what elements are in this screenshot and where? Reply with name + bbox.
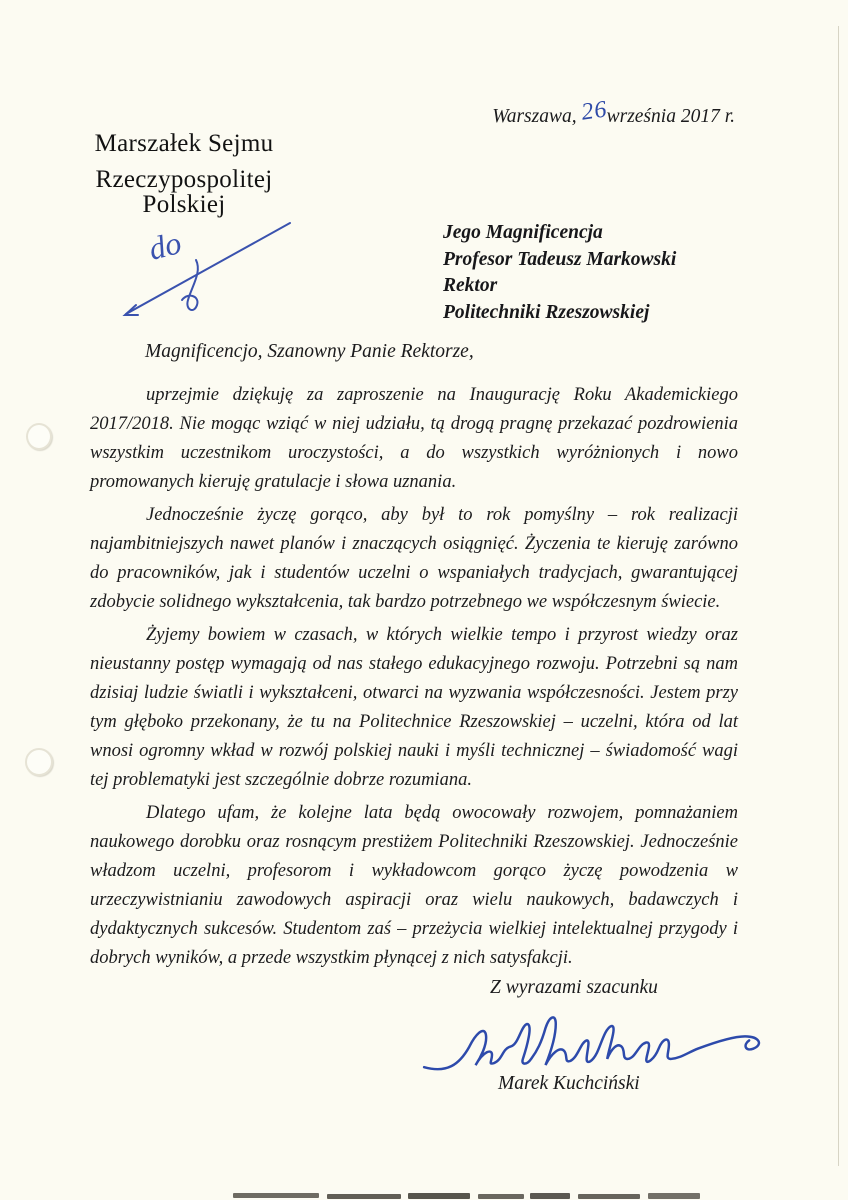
scan-artifact-segment: [408, 1193, 470, 1199]
paragraph: Żyjemy bowiem w czasach, w których wielkie tempo i przyrost wiedzy oraz nieustanny postęp wymagają od nas stałego edukacyjnego rozwoju. Potrzebni są nam dzisiaj ludzie światli i wykształceni, otwarci na wyzwania współczesności. Jestem przy tym głęboko przekonany, że tu na Politechnice Rzeszowskiej – uczelni, która od lat wnosi ogromny wkład w rozwój polskiej nauki i myśli technicznej – świadomość wagi tej problematyki jest szczególnie dobrze rozumiana.: [90, 625, 738, 790]
date-line: [492, 96, 735, 129]
addressee-institution: Politechniki Rzeszowskiej: [443, 301, 650, 323]
paragraph: Dlatego ufam, że kolejne lata będą owocowały rozwojem, pomnażaniem naukowego dorobku oraz rosnącym prestiżem Politechniki Rzeszowskiej. Jednocześnie władzom uczelni, profesorom i wykładowcom gorąco życzę powodzenia w urzeczywistnianiu zawodowych aspiracji oraz wielu naukowych, badawczych i dydaktycznych sukcesów. Studentom zaś – przeżycia wielkiej intelektualnej przygody i dobrych wyników, a przede wszystkim płynącej z nich satysfakcji.: [90, 803, 738, 968]
letter-body: [90, 381, 738, 977]
letterhead-line2: Rzeczypospolitej Polskiej: [95, 166, 273, 218]
punch-hole: [25, 748, 53, 776]
valediction: Z wyrazami szacunku: [490, 977, 658, 998]
letterhead-line1: Marszałek Sejmu: [94, 130, 274, 157]
annotation-paraph: [182, 260, 198, 310]
scan-artifact-segment: [578, 1194, 640, 1199]
addressee-honorific: Jego Magnificencja: [443, 222, 603, 243]
scan-edge-line: [838, 26, 839, 1166]
letterhead: [63, 131, 305, 217]
scan-artifact-segment: [648, 1193, 700, 1199]
addressee-title: Rektor: [443, 275, 498, 296]
punch-hole: [26, 423, 52, 450]
salutation: Magnificencjo, Szanowny Panie Rektorze,: [145, 341, 474, 362]
date-rest: września 2017 r.: [606, 106, 735, 127]
addressee-name: Profesor Tadeusz Markowski: [443, 248, 677, 270]
annotation-arrowhead-icon: [125, 305, 138, 315]
paragraph: uprzejmie dziękuję za zaproszenie na Inaugurację Roku Akademickiego 2017/2018. Nie mogąc wziąć w niej udziału, tą drogą pragnę przekazać pozdrowienia wszystkim uczestnikom uroczystości, a do wszystkich wyróżnionych i nowo promowanych kieruję gratulacje i słowa uznania.: [90, 385, 738, 492]
scan-artifact-segment: [530, 1193, 570, 1199]
signature-name: Marek Kuchciński: [498, 1073, 640, 1094]
annotation-do-text: do: [144, 224, 185, 267]
handwritten-annotation: [112, 218, 302, 330]
date-city: Warszawa,: [492, 106, 577, 127]
addressee-block: [443, 220, 676, 326]
handwritten-day: 26: [579, 96, 609, 126]
scan-artifact-segment: [327, 1194, 401, 1199]
paragraph: Jednocześnie życzę gorąco, aby był to rok pomyślny – rok realizacji najambitniejszych nawet planów i znaczących osiągnięć. Życzenia te kieruję zarówno do pracowników, jak i studentów uczelni o wspaniałych tradycjach, gwarantującej zdobycie solidnego wykształcenia, tak bardzo potrzebnego we współczesnym świecie.: [90, 505, 738, 612]
scan-artifact-segment: [233, 1193, 319, 1198]
scan-artifact-segment: [478, 1194, 524, 1199]
